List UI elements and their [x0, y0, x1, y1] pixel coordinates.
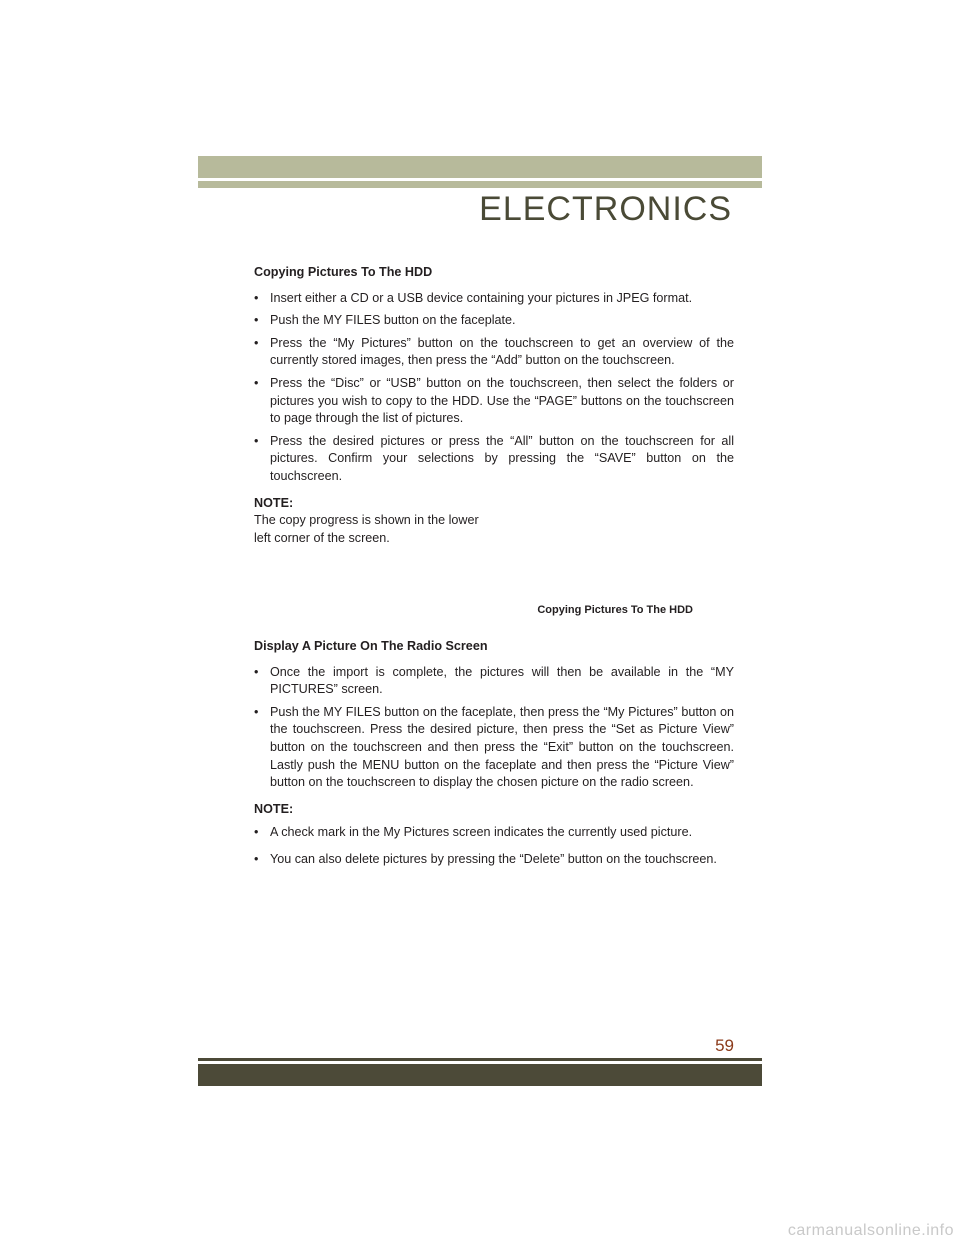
- note-text: The copy progress is shown in the lower left corner of the screen.: [254, 513, 479, 545]
- copy-section-heading: Copying Pictures To The HDD: [254, 265, 433, 279]
- display-section-heading: Display A Picture On The Radio Screen: [254, 639, 488, 653]
- copy-steps-list: [254, 290, 734, 486]
- note-label: NOTE:: [254, 801, 294, 816]
- footer-line: [198, 1058, 762, 1061]
- list-item: • Press the “Disc” or “USB” button on the touchscreen, then select the folders or pictures you wish to copy to the HDD. Use the “PAGE” buttons on the touchscreen to page through the list of pictures.: [254, 375, 734, 428]
- list-item: • A check mark in the My Pictures screen indicates the currently used picture.: [254, 824, 734, 842]
- list-item: • You can also delete pictures by pressing the “Delete” button on the touchscreen.: [254, 851, 734, 869]
- header-band: [198, 156, 762, 178]
- footer-band: [198, 1064, 762, 1086]
- header-band-thin: [198, 181, 762, 188]
- list-item: • Push the MY FILES button on the faceplate.: [254, 312, 734, 330]
- section-title: ELECTRONICS: [479, 190, 732, 228]
- figure-area: [500, 470, 734, 595]
- list-item: • Insert either a CD or a USB device containing your pictures in JPEG format.: [254, 290, 734, 308]
- note-list: [254, 824, 734, 868]
- list-item: • Once the import is complete, the pictures will then be available in the “MY PICTURES” screen.: [254, 664, 734, 699]
- list-item: • Press the desired pictures or press the “All” button on the touchscreen for all pictures. Confirm your selections by pressing the “SAVE” button on the touchscreen.: [254, 433, 734, 486]
- display-steps-list: [254, 664, 734, 792]
- note-label: NOTE:: [254, 495, 294, 510]
- list-item: • Press the “My Pictures” button on the touchscreen to get an overview of the currently stored images, then press the “Add” button on the touchscreen.: [254, 335, 734, 370]
- watermark: carmanualsonline.info: [787, 1222, 954, 1239]
- figure-caption: Copying Pictures To The HDD: [537, 604, 693, 616]
- display-note: [254, 801, 734, 869]
- page-number: 59: [715, 1036, 734, 1055]
- display-section: [254, 638, 734, 874]
- list-item: • Push the MY FILES button on the faceplate, then press the “My Pictures” button on the touchscreen. Press the desired picture, then press the “Set as Picture View” button on the touchscreen and then press the “Exit” button on the touchscreen. Lastly push the MENU button on the faceplate and then press the “Picture View” button on the touchscreen to display the chosen picture on the radio screen.: [254, 704, 734, 792]
